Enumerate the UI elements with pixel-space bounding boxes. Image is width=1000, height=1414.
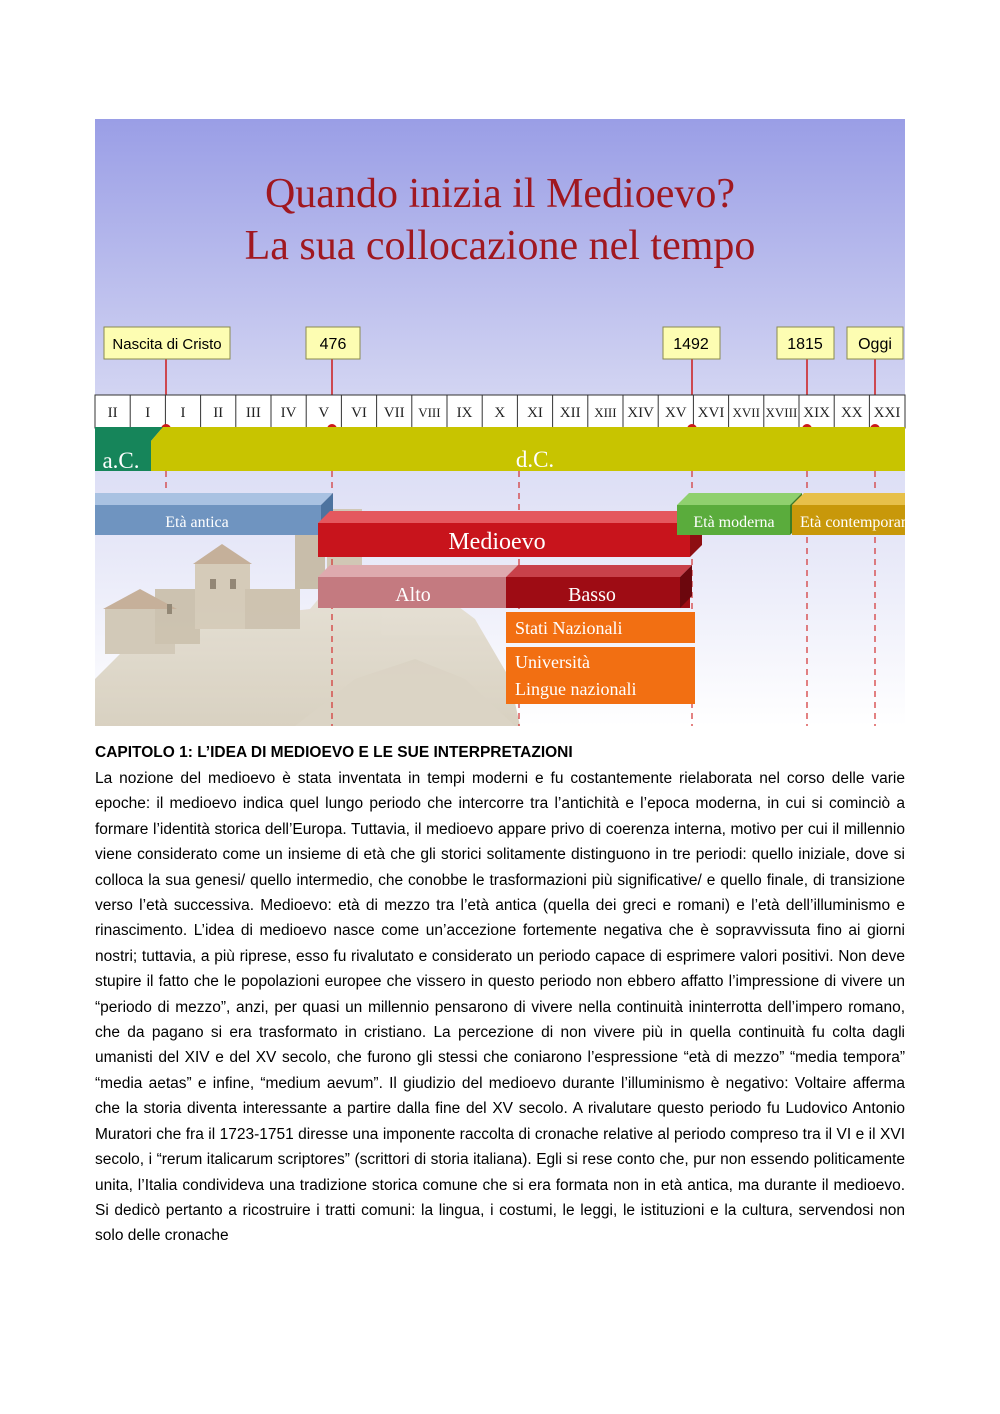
period-basso-label: Basso <box>568 584 616 606</box>
century-label: I <box>145 405 151 421</box>
period-eta-contemporanea-label: Età contemporanea <box>800 514 924 531</box>
marker-1815 <box>777 327 834 359</box>
marker-label: Nascita di Cristo <box>112 336 222 353</box>
era-ad-label: d.C. <box>515 447 555 472</box>
century-label: IX <box>456 405 473 421</box>
century-label: VII <box>383 405 405 421</box>
century-label: IV <box>280 405 297 421</box>
box-universita-lingue <box>506 647 695 704</box>
century-label: XIII <box>594 405 617 420</box>
lingue-nazionali-label: Lingue nazionali <box>515 679 637 699</box>
century-label: I <box>180 405 186 421</box>
period-basso <box>506 565 692 608</box>
era-bc-label: a.C. <box>102 448 140 473</box>
century-label: XIX <box>803 405 830 421</box>
century-label: XX <box>840 405 863 421</box>
marker-1492 <box>663 327 720 359</box>
marker-476 <box>306 327 360 359</box>
century-label: V <box>318 405 330 421</box>
period-eta-contemporanea <box>792 493 923 535</box>
century-label: XVIII <box>765 405 798 420</box>
marker-label: 1492 <box>673 336 709 353</box>
marker-nascita <box>104 327 230 359</box>
universita-label: Università <box>515 652 590 672</box>
period-eta-antica-label: Età antica <box>165 514 229 531</box>
chapter-title: CAPITOLO 1: L’IDEA DI MEDIOEVO E LE SUE INTERPRETAZIONI <box>95 744 573 761</box>
century-label: XV <box>664 405 687 421</box>
timeline-figure <box>95 119 924 726</box>
body-paragraph: La nozione del medioevo è stata inventata in tempi moderni e fu costantemente rielaborata nel corso delle varie epoche: il medioevo indica quel lungo periodo che intercorre tra l’antichità e l’epoca moderna, in cui si cominciò a formare l’identità storica dell’Europa. Tuttavia, il medioevo appare privo di coerenza interna, motivo per cui il millennio viene considerato come un insieme di età che gli storici solitamente distinguono in tre periodi: quello iniziale, dove si colloca la sua genesi/ quello intermedio, che conobbe le trasformazioni più significative/ e quello finale, di transizione verso l’età successiva. Medioevo: età di mezzo tra l’età antica (quella dei greci e romani) e l’età dell’illuminismo e rinascimento. L’idea di medioevo nasce come un’accezione fortemente negativa che è sopravvissuta fino ai giorni nostri; tuttavia, a più riprese, esso fu rivalutato e considerato un periodo capace di esprimere valori positivi. Non deve stupire il fatto che le popolazioni europee che vissero in questo periodo non ebbero affatto l’impressione di vivere un “periodo di mezzo”, anzi, per quasi un millennio pensarono di vivere nella continuità ininterrotta dell’impero romano, che da pagano si era trasformato in cristiano. La percezione di non vivere più in quella continuità fu colta dagli umanisti del XIV e del XV secolo, che furono gli stessi che coniarono l’espressione “età di mezzo” “media tempora” “media aetas” e infine, “medium aevum”. Il giudizio del medioevo durante l’illuminismo è negativo: Voltaire afferma che la storia diventa interessante a partire dalla fine del XV secolo. A rivalutare questo periodo fu Ludovico Antonio Muratori che fra il 1723-1751 diresse una imponente raccolta di cronache relative al periodo compreso tra il VI e il XVI secolo, i “rerum italicarum scriptores” (scrittori di storia italiana). Egli si rese conto che, pur non essendo politicamente unita, l’Italia condivideva una tradizione storica comune che si era formata non in età antica, ma durante il medioevo. Si dedicò pertanto a ricostruire i tratti comuni: la lingua, i costumi, le leggi, le istituzioni e la cultura, servendosi non solo delle cronache <box>95 770 905 1245</box>
period-medioevo <box>318 511 702 557</box>
marker-label: 476 <box>319 336 347 353</box>
period-eta-moderna <box>677 493 802 535</box>
period-alto <box>318 565 518 608</box>
period-eta-moderna-label: Età moderna <box>693 514 775 531</box>
century-label: XVI <box>697 405 725 421</box>
marker-label: 1815 <box>787 336 823 353</box>
period-alto-label: Alto <box>395 584 431 606</box>
figure-title-line1: Quando inizia il Medioevo? <box>264 171 736 217</box>
century-label: XXI <box>873 405 901 421</box>
century-label: VI <box>351 405 367 421</box>
century-label: XII <box>559 405 581 421</box>
century-label: II <box>107 405 118 421</box>
period-eta-antica <box>95 493 333 535</box>
marker-oggi <box>847 327 903 359</box>
stati-nazionali-label: Stati Nazionali <box>515 618 623 638</box>
century-label: XVII <box>732 405 760 420</box>
century-label: III <box>245 405 261 421</box>
century-label: XI <box>527 405 543 421</box>
century-label: XIV <box>627 405 654 421</box>
box-stati-nazionali <box>506 612 695 643</box>
period-medioevo-label: Medioevo <box>448 529 546 555</box>
marker-label: Oggi <box>858 336 892 353</box>
century-label: VIII <box>418 405 441 420</box>
century-label: X <box>494 405 506 421</box>
figure-title-line2: La sua collocazione nel tempo <box>244 223 756 269</box>
century-label: II <box>213 405 224 421</box>
